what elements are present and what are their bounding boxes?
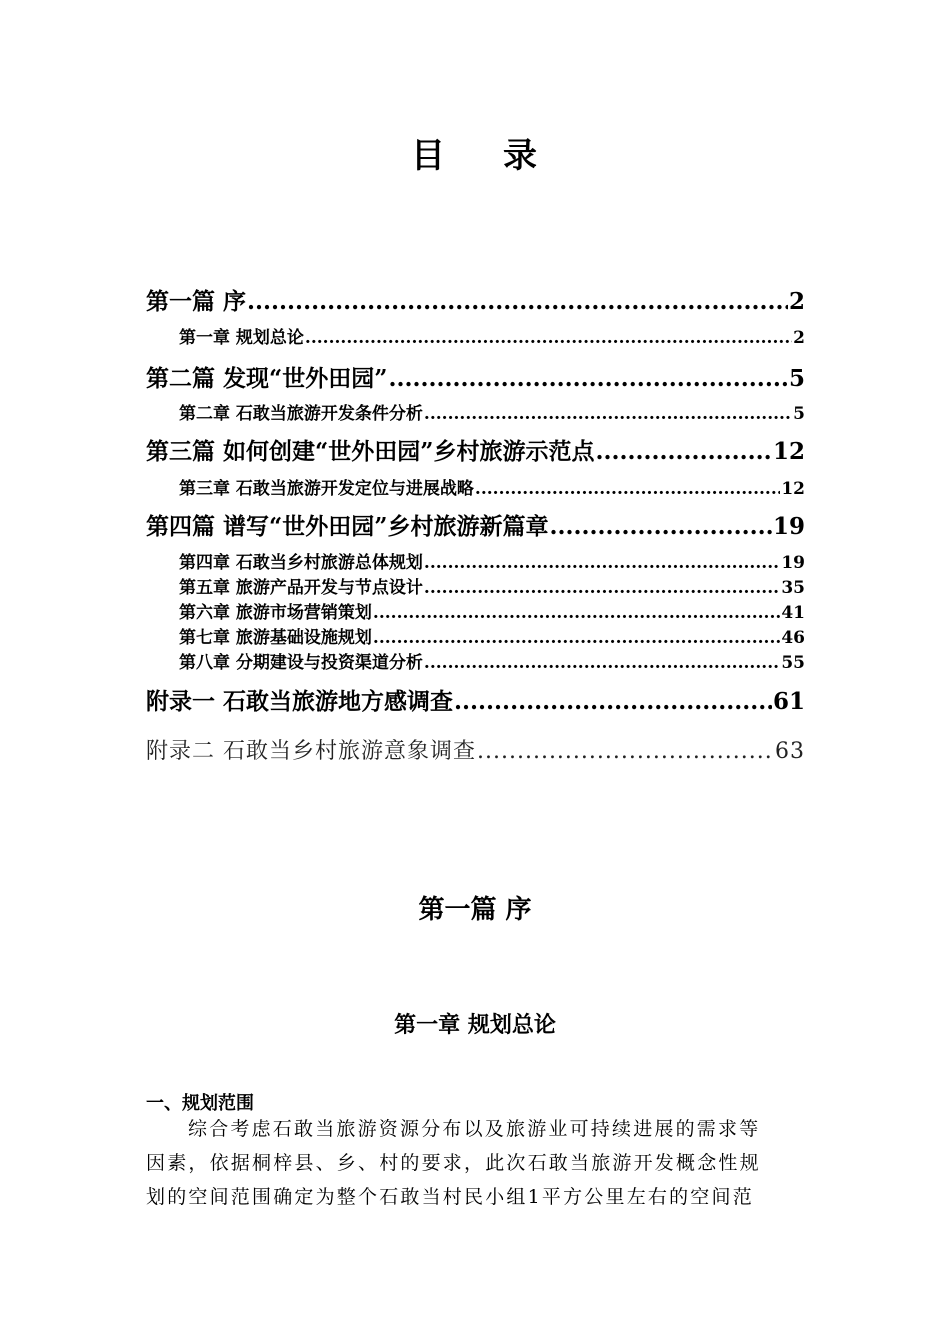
toc-entry-label: 第四篇 谱写“世外田园”乡村旅游新篇章 <box>146 513 549 540</box>
toc-leader <box>454 688 772 715</box>
toc-page-number: 5 <box>788 365 805 392</box>
toc-leader <box>424 404 792 424</box>
toc-entry-label: 附录一 石敢当旅游地方感调查 <box>146 688 454 715</box>
toc-leader <box>595 438 772 465</box>
toc-page-number: 12 <box>781 479 805 499</box>
toc-leader <box>424 578 780 598</box>
toc-entry-label: 第一篇 序 <box>146 288 247 315</box>
toc-leader <box>475 479 780 499</box>
toc-leader <box>247 288 788 315</box>
toc-page-number: 19 <box>772 513 805 540</box>
toc-page-number: 61 <box>772 688 805 715</box>
toc-page-number: 5 <box>793 404 805 424</box>
paragraph-line-3: 划的空间范围确定为整个石敢当村民小组1平方公里左右的空间范 <box>146 1186 754 1208</box>
toc-leader <box>424 553 780 573</box>
toc-entry-part-4[interactable] <box>146 508 805 541</box>
toc-page-number: 63 <box>775 739 805 764</box>
toc-entry-chapter-4[interactable] <box>179 548 805 573</box>
toc-entry-part-3[interactable] <box>146 433 805 466</box>
toc-entry-label: 第七章 旅游基础设施规划 <box>179 628 372 648</box>
toc-entry-chapter-2[interactable] <box>179 399 805 424</box>
toc-entry-part-2[interactable] <box>146 360 805 393</box>
toc-leader <box>305 328 792 348</box>
toc-entry-label: 附录二 石敢当乡村旅游意象调查 <box>146 739 476 764</box>
body-paragraph <box>146 1112 806 1214</box>
toc-entry-appendix-2[interactable] <box>146 734 805 765</box>
toc-page-number: 35 <box>781 578 805 598</box>
toc-leader <box>477 739 774 764</box>
toc-leader <box>549 513 772 540</box>
toc-entry-label: 第二章 石敢当旅游开发条件分析 <box>179 404 423 424</box>
paragraph-line-2: 因素，依据桐梓县、乡、村的要求，此次石敢当旅游开发概念性规 <box>146 1152 761 1174</box>
toc-entry-chapter-8[interactable] <box>179 648 805 673</box>
toc-entry-chapter-1[interactable] <box>179 323 805 348</box>
toc-page-number: 55 <box>781 653 805 673</box>
toc-title-char-2: 录 <box>503 136 539 176</box>
toc-title-char-1: 目 <box>411 136 447 176</box>
toc-leader <box>373 628 780 648</box>
part-heading: 第一篇 序 <box>418 895 532 925</box>
toc-entry-chapter-5[interactable] <box>179 573 805 598</box>
toc-entry-chapter-3[interactable] <box>179 474 805 499</box>
toc-entry-label: 第一章 规划总论 <box>179 328 304 348</box>
toc-entry-label: 第八章 分期建设与投资渠道分析 <box>179 653 423 673</box>
toc-entry-label: 第四章 石敢当乡村旅游总体规划 <box>179 553 423 573</box>
toc-entry-chapter-7[interactable] <box>179 623 805 648</box>
toc-entry-label: 第五章 旅游产品开发与节点设计 <box>179 578 423 598</box>
paragraph-line-1: 综合考虑石敢当旅游资源分布以及旅游业可持续进展的需求等 <box>188 1118 761 1140</box>
toc-page-number: 2 <box>793 328 805 348</box>
toc-leader <box>424 653 780 673</box>
toc-entry-label: 第三篇 如何创建“世外田园”乡村旅游示范点 <box>146 438 595 465</box>
chapter-heading: 第一章 规划总论 <box>394 1012 556 1038</box>
toc-entry-label: 第三章 石敢当旅游开发定位与进展战略 <box>179 479 474 499</box>
toc-page-number: 46 <box>781 628 805 648</box>
toc-page-number: 41 <box>781 603 805 623</box>
toc-leader <box>388 365 788 392</box>
toc-entry-part-1[interactable] <box>146 283 805 316</box>
toc-page-number: 19 <box>781 553 805 573</box>
toc-title <box>0 128 950 177</box>
toc-entry-label: 第二篇 发现“世外田园” <box>146 365 388 392</box>
toc-entry-label: 第六章 旅游市场营销策划 <box>179 603 372 623</box>
section-heading: 一、规划范围 <box>146 1093 254 1114</box>
toc-page-number: 12 <box>772 438 805 465</box>
toc-entry-chapter-6[interactable] <box>179 598 805 623</box>
toc-entry-appendix-1[interactable] <box>146 683 805 716</box>
toc-leader <box>373 603 780 623</box>
toc-page-number: 2 <box>788 288 805 315</box>
